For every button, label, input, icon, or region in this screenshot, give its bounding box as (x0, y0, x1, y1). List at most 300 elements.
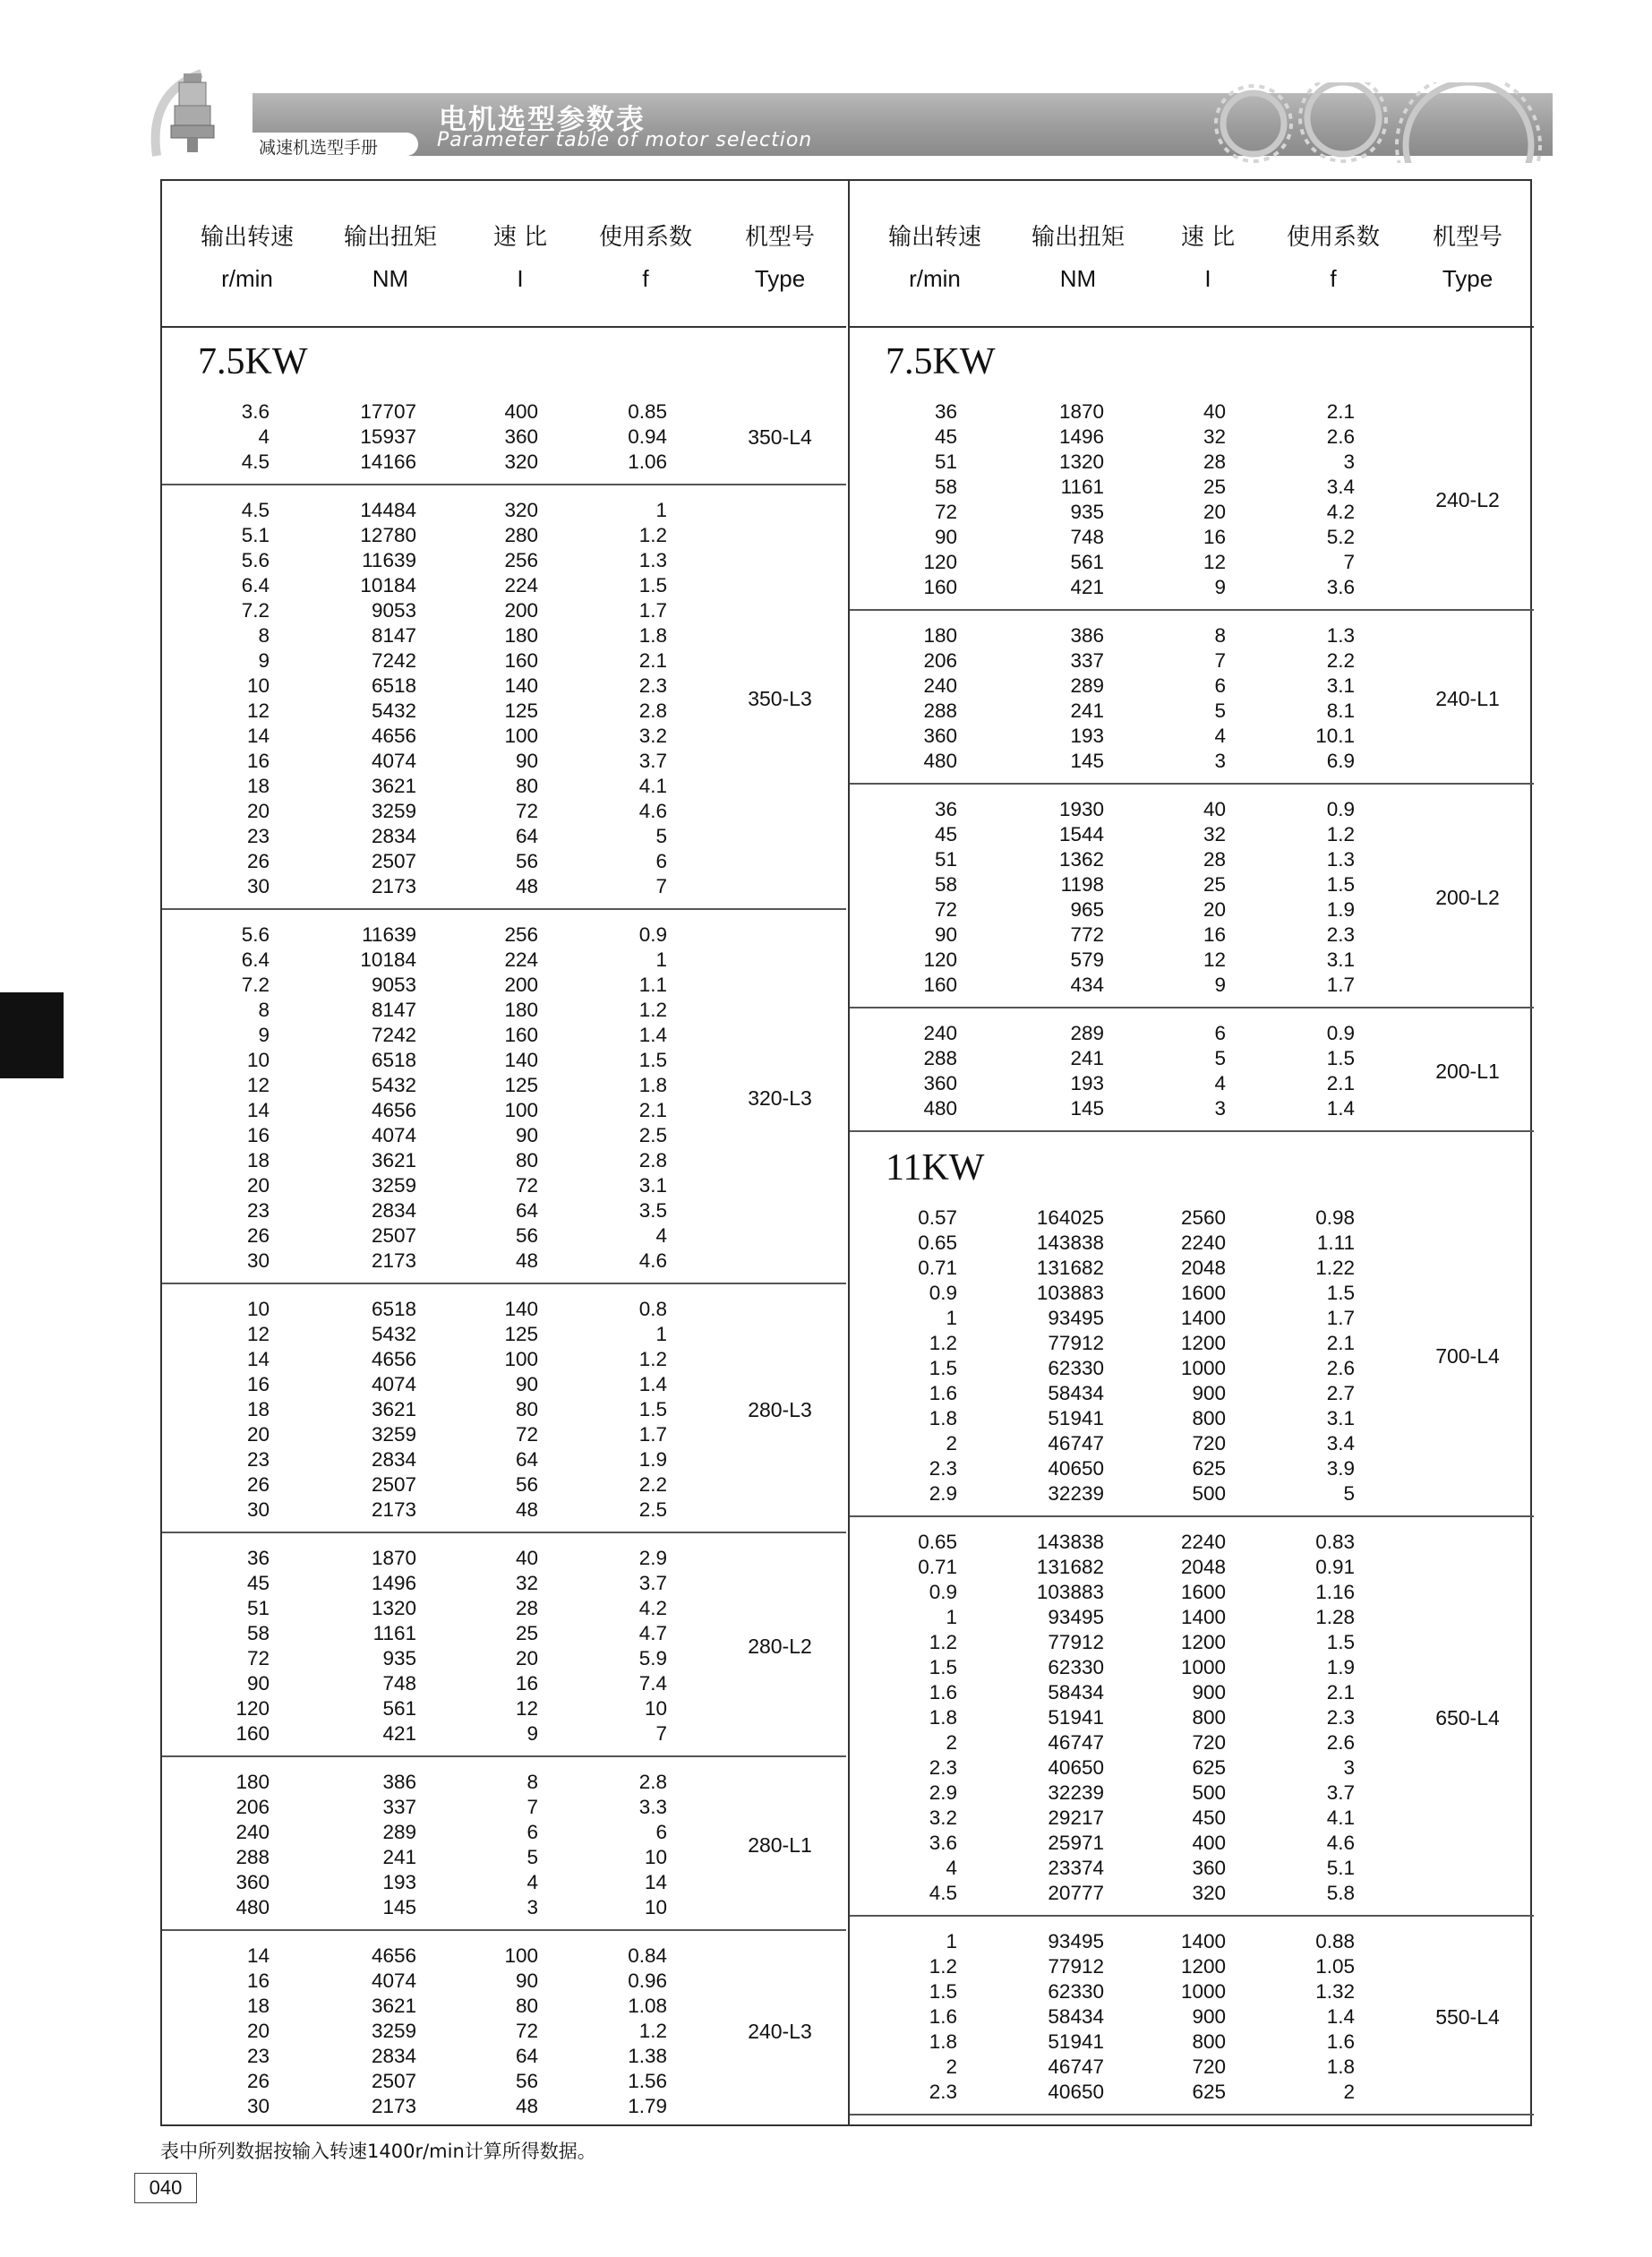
output-speed-cell: 10 (246, 1049, 270, 1071)
table-right-half (850, 181, 1534, 2124)
output-torque-cell: 935 (1070, 501, 1104, 523)
output-torque-cell: 4656 (371, 725, 416, 747)
output-speed-cell: 2 (946, 1731, 957, 1754)
output-speed-cell: 12 (246, 1074, 270, 1096)
output-torque-cell: 289 (382, 1821, 416, 1843)
output-speed-cell: 12 (246, 1323, 270, 1345)
handbook-label: 减速机选型手册 (259, 138, 379, 158)
output-torque-cell: 1198 (1060, 873, 1104, 896)
output-torque-cell: 9053 (371, 974, 416, 996)
table-row (162, 1123, 846, 1148)
column-header-cn: 使用系数 (598, 224, 692, 251)
service-factor-cell: 2 (1343, 2081, 1355, 2103)
output-torque-cell: 1161 (372, 1622, 416, 1644)
table-row (162, 498, 846, 523)
output-torque-cell: 51941 (1048, 1407, 1104, 1429)
speed-ratio-cell: 1000 (1180, 1656, 1226, 1678)
service-factor-cell: 2.2 (1326, 649, 1355, 672)
table-row (162, 1969, 846, 1994)
service-factor-cell: 1 (655, 948, 667, 971)
table-header-row (850, 181, 1534, 328)
output-torque-cell: 965 (1070, 898, 1104, 921)
output-torque-cell: 10184 (360, 574, 416, 596)
column-header-en: r/min (221, 265, 273, 292)
service-factor-cell: 0.84 (628, 1944, 667, 1967)
output-torque-cell: 46747 (1048, 1432, 1104, 1455)
power-rating-label: 11KW (886, 1147, 985, 1189)
speed-ratio-cell: 500 (1192, 1482, 1226, 1505)
speed-ratio-cell: 25 (1203, 476, 1226, 498)
column-header-cn: 输出转速 (887, 224, 981, 251)
output-torque-cell: 434 (1070, 974, 1104, 996)
table-row (162, 1994, 846, 2019)
service-factor-cell: 7 (1343, 551, 1355, 573)
output-speed-cell: 480 (923, 750, 957, 772)
speed-ratio-cell: 16 (1203, 923, 1226, 946)
service-factor-cell: 0.96 (628, 1970, 667, 1992)
service-factor-cell: 0.9 (1326, 798, 1355, 820)
output-torque-cell: 8147 (371, 999, 416, 1021)
service-factor-cell: 3.7 (1326, 1781, 1355, 1804)
table-row (850, 1929, 1534, 1954)
output-torque-cell: 40650 (1048, 1756, 1104, 1779)
speed-ratio-cell: 1200 (1180, 1955, 1226, 1978)
service-factor-cell: 1.2 (1326, 823, 1355, 845)
output-speed-cell: 1.8 (929, 2030, 957, 2053)
model-type-cell: 320-L3 (748, 1086, 812, 1110)
output-torque-cell: 421 (382, 1722, 416, 1745)
speed-ratio-cell: 48 (515, 2095, 538, 2117)
output-torque-cell: 17707 (360, 400, 416, 423)
output-torque-cell: 4074 (371, 1373, 416, 1395)
service-factor-cell: 0.9 (638, 923, 667, 946)
output-torque-cell: 25971 (1048, 1832, 1104, 1854)
speed-ratio-cell: 3 (1214, 1097, 1226, 1120)
output-speed-cell: 16 (246, 750, 270, 772)
output-speed-cell: 2.3 (929, 2081, 957, 2103)
service-factor-cell: 2.6 (1326, 425, 1355, 448)
table-row (850, 1231, 1534, 1256)
output-speed-cell: 51 (934, 451, 957, 473)
service-factor-cell: 4.6 (638, 1249, 667, 1272)
model-type-cell: 240-L2 (1435, 488, 1500, 511)
output-speed-cell: 5.1 (241, 524, 270, 546)
table-row (162, 1322, 846, 1347)
table-row (162, 1546, 846, 1571)
service-factor-cell: 1.7 (1326, 1307, 1355, 1329)
table-row (162, 2044, 846, 2069)
speed-ratio-cell: 64 (515, 2045, 538, 2067)
service-factor-cell: 1.79 (628, 2095, 667, 2117)
speed-ratio-cell: 9 (1214, 576, 1226, 598)
service-factor-cell: 2.8 (638, 1771, 667, 1793)
speed-ratio-cell: 140 (504, 674, 538, 697)
output-speed-cell: 90 (934, 526, 957, 548)
type-group-240-l1 (850, 613, 1534, 785)
column-header-en: f (1330, 265, 1337, 292)
output-torque-cell: 12780 (360, 524, 416, 546)
output-torque-cell: 772 (1070, 923, 1104, 946)
output-speed-cell: 180 (235, 1771, 270, 1793)
speed-ratio-cell: 800 (1192, 1407, 1226, 1429)
service-factor-cell: 10 (644, 1697, 667, 1720)
service-factor-cell: 5.9 (638, 1647, 667, 1669)
service-factor-cell: 2.3 (1326, 1706, 1355, 1729)
output-speed-cell: 4 (258, 425, 270, 448)
output-speed-cell: 3.2 (929, 1806, 957, 1829)
service-factor-cell: 2.5 (638, 1124, 667, 1146)
output-torque-cell: 58434 (1048, 1681, 1104, 1703)
model-type-cell: 650-L4 (1435, 1706, 1500, 1729)
output-speed-cell: 480 (923, 1097, 957, 1120)
type-group-550-l4 (850, 1918, 1534, 2115)
service-factor-cell: 1.8 (638, 1074, 667, 1096)
output-torque-cell: 93495 (1048, 1307, 1104, 1329)
table-row (162, 973, 846, 998)
speed-ratio-cell: 64 (515, 1448, 538, 1471)
table-row (162, 824, 846, 849)
output-torque-cell: 93495 (1048, 1930, 1104, 1952)
service-factor-cell: 3 (1343, 1756, 1355, 1779)
output-torque-cell: 2834 (371, 2045, 416, 2067)
service-factor-cell: 1.2 (638, 999, 667, 1021)
speed-ratio-cell: 800 (1192, 2030, 1226, 2053)
output-torque-cell: 3259 (371, 2020, 416, 2042)
output-speed-cell: 0.71 (918, 1556, 957, 1578)
service-factor-cell: 1.05 (1315, 1955, 1355, 1978)
output-speed-cell: 36 (246, 1547, 270, 1569)
table-header-row (162, 181, 846, 328)
type-group-280-l3 (162, 1286, 846, 1533)
speed-ratio-cell: 3 (1214, 750, 1226, 772)
service-factor-cell: 14 (644, 1871, 667, 1893)
service-factor-cell: 10.1 (1315, 725, 1355, 747)
service-factor-cell: 1.08 (628, 1995, 667, 2017)
service-factor-cell: 1.38 (628, 2045, 667, 2067)
service-factor-cell: 5.8 (1326, 1882, 1355, 1904)
type-group-240-l2 (850, 389, 1534, 611)
service-factor-cell: 7 (655, 875, 667, 897)
output-speed-cell: 2 (946, 2055, 957, 2078)
output-torque-cell: 193 (1070, 1072, 1104, 1094)
table-row (850, 1680, 1534, 1705)
speed-ratio-cell: 140 (504, 1049, 538, 1071)
table-row (162, 1297, 846, 1322)
table-row (850, 822, 1534, 847)
speed-ratio-cell: 140 (504, 1298, 538, 1320)
speed-ratio-cell: 12 (1203, 948, 1226, 971)
speed-ratio-cell: 40 (515, 1547, 538, 1569)
output-torque-cell: 29217 (1048, 1806, 1104, 1829)
output-speed-cell: 206 (923, 649, 957, 672)
speed-ratio-cell: 400 (1192, 1832, 1226, 1854)
speed-ratio-cell: 180 (504, 624, 538, 647)
column-header-en: Type (1442, 265, 1494, 292)
service-factor-cell: 1.5 (638, 1398, 667, 1420)
service-factor-cell: 0.91 (1315, 1556, 1355, 1578)
table-row (162, 1148, 846, 1173)
service-factor-cell: 1.9 (1326, 1656, 1355, 1678)
output-speed-cell: 3.6 (929, 1832, 957, 1854)
output-speed-cell: 30 (246, 2095, 270, 2117)
speed-ratio-cell: 125 (504, 699, 538, 722)
speed-ratio-cell: 450 (1192, 1806, 1226, 1829)
speed-ratio-cell: 800 (1192, 1706, 1226, 1729)
output-speed-cell: 30 (246, 1498, 270, 1521)
output-speed-cell: 90 (246, 1672, 270, 1695)
service-factor-cell: 4.1 (1326, 1806, 1355, 1829)
output-torque-cell: 935 (382, 1647, 416, 1669)
service-factor-cell: 2.1 (638, 1099, 667, 1121)
speed-ratio-cell: 1600 (1180, 1581, 1226, 1603)
speed-ratio-cell: 3 (526, 1896, 538, 1918)
output-torque-cell: 51941 (1048, 2030, 1104, 2053)
type-group-650-l4 (850, 1519, 1534, 1917)
service-factor-cell: 1.4 (1326, 1097, 1355, 1120)
service-factor-cell: 1.28 (1315, 1606, 1355, 1628)
service-factor-cell: 2.2 (638, 1473, 667, 1496)
speed-ratio-cell: 2048 (1180, 1257, 1226, 1279)
speed-ratio-cell: 16 (1203, 526, 1226, 548)
speed-ratio-cell: 64 (515, 825, 538, 847)
speed-ratio-cell: 1200 (1180, 1631, 1226, 1653)
output-speed-cell: 58 (246, 1622, 270, 1644)
speed-ratio-cell: 64 (515, 1199, 538, 1222)
table-row (850, 1630, 1534, 1655)
table-row (162, 598, 846, 623)
output-torque-cell: 103883 (1036, 1282, 1104, 1304)
speed-ratio-cell: 20 (1203, 501, 1226, 523)
table-row (162, 849, 846, 874)
service-factor-cell: 1.4 (638, 1373, 667, 1395)
table-row (850, 1979, 1534, 2004)
output-torque-cell: 4656 (371, 1944, 416, 1967)
model-type-cell: 200-L2 (1435, 886, 1500, 909)
output-torque-cell: 77912 (1048, 1955, 1104, 1978)
table-row (850, 1021, 1534, 1046)
output-speed-cell: 1.2 (929, 1332, 957, 1354)
output-speed-cell: 58 (934, 873, 957, 896)
speed-ratio-cell: 180 (504, 999, 538, 1021)
speed-ratio-cell: 20 (1203, 898, 1226, 921)
table-row (162, 1249, 846, 1274)
column-header-en: Type (754, 265, 806, 292)
output-speed-cell: 120 (923, 551, 957, 573)
speed-ratio-cell: 4 (1214, 1072, 1226, 1094)
service-factor-cell: 2.1 (1326, 400, 1355, 423)
table-row (162, 2069, 846, 2094)
output-torque-cell: 14166 (360, 451, 416, 473)
output-torque-cell: 46747 (1048, 1731, 1104, 1754)
table-row (162, 1571, 846, 1596)
output-torque-cell: 62330 (1048, 1980, 1104, 2003)
table-row (162, 948, 846, 973)
service-factor-cell: 1.5 (1326, 1631, 1355, 1653)
service-factor-cell: 1.2 (638, 524, 667, 546)
service-factor-cell: 1 (655, 499, 667, 521)
speed-ratio-cell: 100 (504, 725, 538, 747)
speed-ratio-cell: 256 (504, 549, 538, 571)
output-speed-cell: 8 (258, 999, 270, 1021)
service-factor-cell: 1.2 (638, 1348, 667, 1370)
output-torque-cell: 1496 (1058, 425, 1104, 448)
table-row (162, 1770, 846, 1795)
output-torque-cell: 11639 (362, 549, 416, 571)
output-speed-cell: 288 (235, 1846, 270, 1868)
speed-ratio-cell: 28 (1203, 848, 1226, 871)
speed-ratio-cell: 4 (1214, 725, 1226, 747)
table-row (162, 450, 846, 475)
service-factor-cell: 1.3 (1326, 848, 1355, 871)
output-speed-cell: 120 (923, 948, 957, 971)
service-factor-cell: 1.32 (1315, 1980, 1355, 2003)
output-speed-cell: 36 (934, 798, 957, 820)
type-group-280-l2 (162, 1535, 846, 1757)
service-factor-cell: 1.3 (1326, 624, 1355, 647)
speed-ratio-cell: 28 (515, 1597, 538, 1619)
table-row (162, 724, 846, 749)
output-speed-cell: 240 (235, 1821, 270, 1843)
table-row (162, 523, 846, 548)
output-torque-cell: 3621 (371, 775, 416, 797)
output-torque-cell: 748 (1070, 526, 1104, 548)
output-torque-cell: 7242 (371, 649, 416, 672)
speed-ratio-cell: 72 (515, 800, 538, 822)
output-torque-cell: 3621 (371, 1149, 416, 1171)
table-row (162, 1347, 846, 1372)
table-row (162, 1173, 846, 1198)
speed-ratio-cell: 360 (1192, 1857, 1226, 1879)
service-factor-cell: 1.9 (1326, 898, 1355, 921)
table-row (162, 1048, 846, 1073)
table-row (162, 1472, 846, 1498)
footnote: 表中所列数据按输入转速1400r/min计算所得数据。 (160, 2141, 596, 2162)
output-speed-cell: 9 (258, 1024, 270, 1046)
output-speed-cell: 2 (946, 1432, 957, 1455)
output-torque-cell: 58434 (1048, 2005, 1104, 2028)
speed-ratio-cell: 6 (1214, 1022, 1226, 1044)
table-row (850, 2055, 1534, 2080)
table-row (850, 1406, 1534, 1431)
speed-ratio-cell: 72 (515, 1423, 538, 1446)
output-torque-cell: 2507 (371, 850, 416, 872)
output-speed-cell: 288 (923, 699, 957, 722)
service-factor-cell: 1.7 (638, 599, 667, 622)
output-torque-cell: 6518 (371, 1298, 416, 1320)
service-factor-cell: 3.9 (1326, 1457, 1355, 1480)
service-factor-cell: 7.4 (638, 1672, 667, 1695)
table-row (850, 973, 1534, 998)
speed-ratio-cell: 100 (504, 1348, 538, 1370)
output-torque-cell: 1320 (371, 1597, 416, 1619)
output-speed-cell: 4.5 (929, 1882, 957, 1904)
output-torque-cell: 9053 (371, 599, 416, 622)
service-factor-cell: 0.98 (1315, 1206, 1355, 1229)
service-factor-cell: 1.56 (628, 2070, 667, 2092)
service-factor-cell: 6 (655, 850, 667, 872)
output-torque-cell: 164025 (1036, 1206, 1104, 1229)
service-factor-cell: 10 (644, 1896, 667, 1918)
output-torque-cell: 2173 (371, 1498, 416, 1521)
service-factor-cell: 1.8 (1326, 2055, 1355, 2078)
output-torque-cell: 32239 (1048, 1781, 1104, 1804)
column-header (1391, 217, 1544, 299)
output-speed-cell: 8 (258, 624, 270, 647)
output-torque-cell: 2173 (371, 875, 416, 897)
speed-ratio-cell: 900 (1192, 2005, 1226, 2028)
service-factor-cell: 3.1 (1326, 948, 1355, 971)
output-speed-cell: 26 (246, 1473, 270, 1496)
service-factor-cell: 4.1 (638, 775, 667, 797)
output-torque-cell: 2507 (371, 1473, 416, 1496)
speed-ratio-cell: 100 (504, 1099, 538, 1121)
table-row (850, 1580, 1534, 1605)
output-speed-cell: 45 (934, 425, 957, 448)
output-speed-cell: 23 (246, 1199, 270, 1222)
column-header-en: NM (372, 265, 409, 292)
table-row (850, 749, 1534, 774)
table-row (162, 799, 846, 824)
output-speed-cell: 5.6 (241, 549, 270, 571)
output-speed-cell: 26 (246, 850, 270, 872)
output-torque-cell: 2173 (371, 1249, 416, 1272)
speed-ratio-cell: 125 (504, 1323, 538, 1345)
speed-ratio-cell: 1400 (1180, 1307, 1226, 1329)
speed-ratio-cell: 200 (504, 974, 538, 996)
service-factor-cell: 1.5 (1326, 1282, 1355, 1304)
table-row (850, 2030, 1534, 2055)
table-row (162, 749, 846, 774)
output-torque-cell: 131682 (1036, 1556, 1104, 1578)
output-torque-cell: 11639 (362, 923, 416, 946)
output-torque-cell: 337 (382, 1796, 416, 1818)
output-torque-cell: 337 (1070, 649, 1104, 672)
type-group-700-l4 (850, 1195, 1534, 1517)
output-speed-cell: 1.6 (929, 1382, 957, 1404)
output-torque-cell: 3259 (371, 1174, 416, 1197)
output-torque-cell: 14484 (360, 499, 416, 521)
table-row (162, 1198, 846, 1223)
output-torque-cell: 1496 (371, 1572, 416, 1594)
table-row (162, 1870, 846, 1895)
output-speed-cell: 0.9 (929, 1282, 957, 1304)
type-group-240-l3 (162, 1933, 846, 2130)
output-speed-cell: 10 (246, 1298, 270, 1320)
service-factor-cell: 1.4 (638, 1024, 667, 1046)
output-speed-cell: 360 (923, 725, 957, 747)
output-speed-cell: 20 (246, 1174, 270, 1197)
output-speed-cell: 4.5 (241, 499, 270, 521)
table-row (162, 1696, 846, 1721)
table-row (162, 1422, 846, 1447)
speed-ratio-cell: 320 (504, 499, 538, 521)
table-row (850, 948, 1534, 973)
output-speed-cell: 18 (246, 775, 270, 797)
speed-ratio-cell: 1200 (1180, 1332, 1226, 1354)
speed-ratio-cell: 1400 (1180, 1930, 1226, 1952)
output-speed-cell: 7.2 (241, 974, 270, 996)
speed-ratio-cell: 32 (1203, 823, 1226, 845)
column-header-en: r/min (909, 265, 961, 292)
output-torque-cell: 40650 (1048, 1457, 1104, 1480)
output-torque-cell: 15937 (360, 425, 416, 448)
speed-ratio-cell: 5 (1214, 1047, 1226, 1069)
output-speed-cell: 160 (923, 576, 957, 598)
output-torque-cell: 3621 (371, 1398, 416, 1420)
column-header (859, 217, 1011, 299)
speed-ratio-cell: 56 (515, 850, 538, 872)
table-row (850, 847, 1534, 872)
